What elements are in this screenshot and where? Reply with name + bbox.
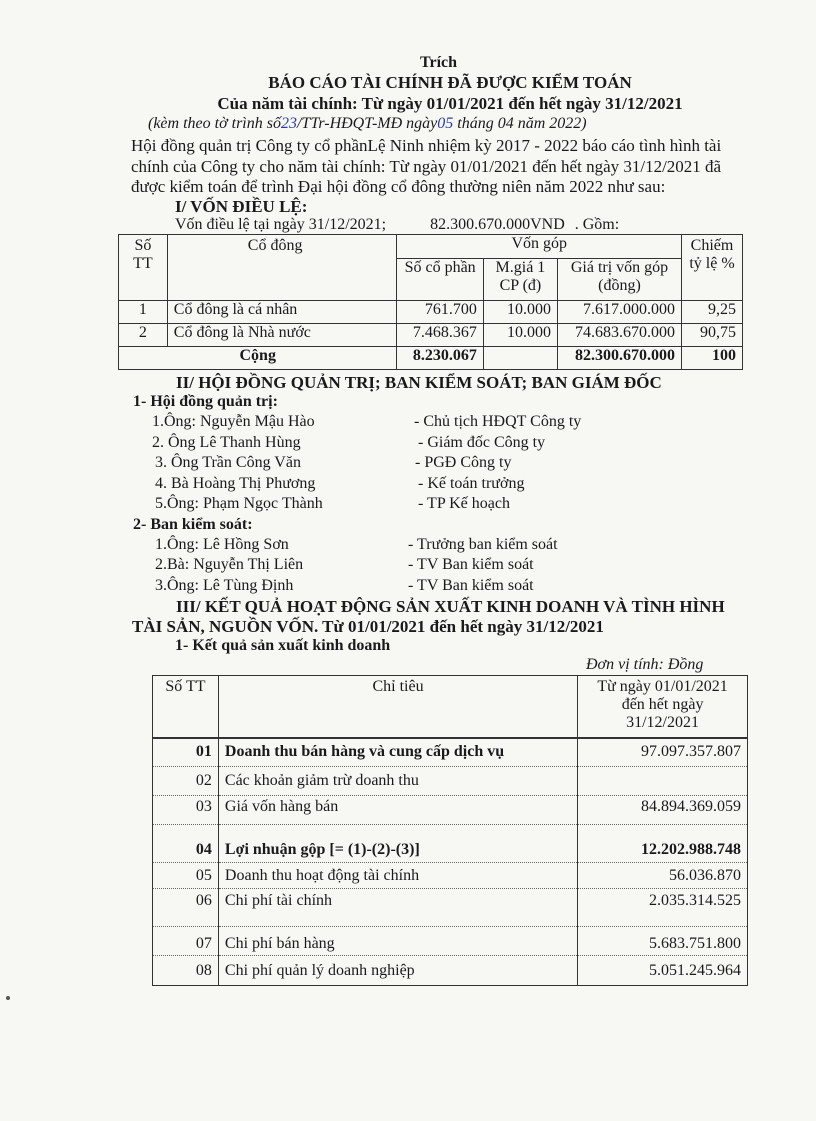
cell-par: 10.000 <box>483 301 557 324</box>
intro-line-1: Hội đồng quản trị Công ty cổ phầnLệ Ninh nhiệm kỳ 2017 - 2022 báo cáo tình hình tài <box>131 136 722 155</box>
cell-no: 1 <box>119 301 168 324</box>
control-member-role: - Trưởng ban kiểm soát <box>408 536 558 553</box>
col-header-item: Chỉ tiêu <box>218 676 577 738</box>
capital-label: Vốn điều lệ tại ngày 31/12/2021; <box>175 216 387 233</box>
board-member-name: 3. Ông Trần Công Văn <box>155 454 301 471</box>
col-header-par: M.giá 1 CP (đ) <box>483 259 557 301</box>
report-title: BÁO CÁO TÀI CHÍNH ĐÃ ĐƯỢC KIỂM TOÁN <box>268 73 632 92</box>
cell-item: Các khoản giảm trừ doanh thu <box>218 767 577 796</box>
board-member-role: - Kế toán trưởng <box>418 475 525 492</box>
cell-value: 7.617.000.000 <box>558 301 682 324</box>
total-value: 82.300.670.000 <box>558 347 682 370</box>
control-member-name: 3.Ông: Lê Tùng Định <box>155 577 294 594</box>
control-heading: 2- Ban kiểm soát: <box>133 516 253 533</box>
table-row <box>153 863 748 889</box>
control-member-name: 2.Bà: Nguyễn Thị Liên <box>155 556 304 573</box>
col-header-period <box>578 676 748 738</box>
cell-par: 10.000 <box>483 324 557 347</box>
board-member-role: - Giám đốc Công ty <box>418 434 546 451</box>
section2-heading: II/ HỘI ĐỒNG QUẢN TRỊ; BAN KIỂM SOÁT; BAN GIÁM ĐỐC <box>176 373 662 392</box>
cell-no: 04 <box>153 825 219 863</box>
cell-no: 03 <box>153 796 219 825</box>
period-line-3: 31/12/2021 <box>626 714 699 731</box>
col-header-shares: Số cổ phần <box>397 259 483 301</box>
table-row <box>153 825 748 863</box>
cell-item: Giá vốn hàng bán <box>218 796 577 825</box>
cell-no: 07 <box>153 927 219 956</box>
cell-value: 97.097.357.807 <box>578 738 748 767</box>
total-label: Cộng <box>119 347 397 370</box>
cell-item: Lợi nhuận gộp [= (1)-(2)-(3)] <box>218 825 577 863</box>
cell-value: 12.202.988.748 <box>578 825 748 863</box>
cell-shares: 761.700 <box>397 301 483 324</box>
col-header-no: Số TT <box>153 676 219 738</box>
capital-line <box>175 216 619 234</box>
board-member-name: 5.Ông: Phạm Ngọc Thành <box>155 495 323 512</box>
board-member-name: 2. Ông Lê Thanh Hùng <box>152 434 301 451</box>
cell-value: 5.683.751.800 <box>578 927 748 956</box>
cell-item: Doanh thu bán hàng và cung cấp dịch vụ <box>218 738 577 767</box>
fiscal-year-line: Của năm tài chính: Từ ngày 01/01/2021 đến hết ngày 31/12/2021 <box>217 94 683 113</box>
section3-subheading: 1- Kết quả sản xuất kinh doanh <box>175 637 391 654</box>
cell-ratio: 9,25 <box>682 301 743 324</box>
cell-ratio: 90,75 <box>682 324 743 347</box>
cell-holder: Cổ đông là Nhà nước <box>167 324 397 347</box>
board-member-name: 1.Ông: Nguyễn Mậu Hào <box>152 413 315 430</box>
results-table <box>152 675 748 986</box>
control-member-role: - TV Ban kiểm soát <box>408 556 534 573</box>
attach-post: tháng 04 năm 2022) <box>453 115 587 132</box>
total-ratio: 100 <box>682 347 743 370</box>
capital-table <box>118 234 743 370</box>
cell-value: 2.035.314.525 <box>578 889 748 927</box>
table-row <box>153 956 748 986</box>
col-header-holder: Cổ đông <box>167 235 397 301</box>
cell-no: 05 <box>153 863 219 889</box>
board-member-role: - TP Kế hoạch <box>418 495 510 512</box>
col-header-ratio: Chiếm tỷ lệ % <box>682 235 743 301</box>
cell-no: 01 <box>153 738 219 767</box>
board-member-role: - PGĐ Công ty <box>415 454 512 471</box>
col-header-contribution: Vốn góp <box>397 235 682 259</box>
cell-value: 56.036.870 <box>578 863 748 889</box>
board-member-name: 4. Bà Hoàng Thị Phương <box>155 475 316 492</box>
control-member-name: 1.Ông: Lê Hồng Sơn <box>155 536 289 553</box>
table-row <box>153 796 748 825</box>
cell-shares: 7.468.367 <box>397 324 483 347</box>
cell-value <box>578 767 748 796</box>
attachment-line <box>148 115 587 133</box>
intro-line-2: chính của Công ty cho năm tài chính: Từ ngày 01/01/2021 đến hết ngày 31/12/2021 đã <box>131 157 722 176</box>
cell-value: 84.894.369.059 <box>578 796 748 825</box>
section3-heading-2: TÀI SẢN, NGUỒN VỐN. Từ 01/01/2021 đến hết ngày 31/12/2021 <box>132 617 604 636</box>
attach-mid: /TTr-HĐQT-MĐ ngày <box>296 115 438 132</box>
cell-item: Chi phí bán hàng <box>218 927 577 956</box>
total-par-empty <box>483 347 557 370</box>
cell-item: Doanh thu hoạt động tài chính <box>218 863 577 889</box>
period-line-1: Từ ngày 01/01/2021 <box>597 678 728 695</box>
cell-item: Chi phí quản lý doanh nghiệp <box>218 956 577 986</box>
extract-label: Trích <box>420 54 458 71</box>
col-header-value: Giá trị vốn góp (đồng) <box>558 259 682 301</box>
total-shares: 8.230.067 <box>397 347 483 370</box>
total-row <box>119 347 743 370</box>
handwritten-number: 23 <box>280 115 297 132</box>
control-member-role: - TV Ban kiểm soát <box>408 577 534 594</box>
cell-value: 74.683.670.000 <box>558 324 682 347</box>
cell-value: 5.051.245.964 <box>578 956 748 986</box>
board-heading: 1- Hội đồng quản trị: <box>133 393 278 410</box>
table-row <box>153 889 748 927</box>
table-row <box>153 738 748 767</box>
board-member-role: - Chủ tịch HĐQT Công ty <box>414 413 582 430</box>
table-row <box>119 301 743 324</box>
table-row <box>153 767 748 796</box>
table-row <box>119 324 743 347</box>
section3-heading-1: III/ KẾT QUẢ HOẠT ĐỘNG SẢN XUẤT KINH DOANH VÀ TÌNH HÌNH <box>176 597 725 616</box>
cell-item: Chi phí tài chính <box>218 889 577 927</box>
unit-label: Đơn vị tính: Đồng <box>586 656 704 673</box>
period-line-2: đến hết ngày <box>621 696 704 713</box>
scan-speck <box>6 996 10 1000</box>
attach-pre: (kèm theo tờ trình số <box>148 115 281 132</box>
col-header-no: Số TT <box>119 235 168 301</box>
cell-no: 2 <box>119 324 168 347</box>
intro-line-3: được kiểm toán để trình Đại hội đồng cổ đông thường niên năm 2022 như sau: <box>131 177 666 196</box>
handwritten-day: 05 <box>437 115 454 132</box>
cell-holder: Cổ đông là cá nhân <box>167 301 397 324</box>
cell-no: 08 <box>153 956 219 986</box>
capital-value: 82.300.670.000VND <box>430 216 565 233</box>
section1-heading: I/ VỐN ĐIỀU LỆ: <box>175 197 308 216</box>
capital-suffix: . Gồm: <box>574 216 620 233</box>
cell-no: 02 <box>153 767 219 796</box>
cell-no: 06 <box>153 889 219 927</box>
table-row <box>153 927 748 956</box>
